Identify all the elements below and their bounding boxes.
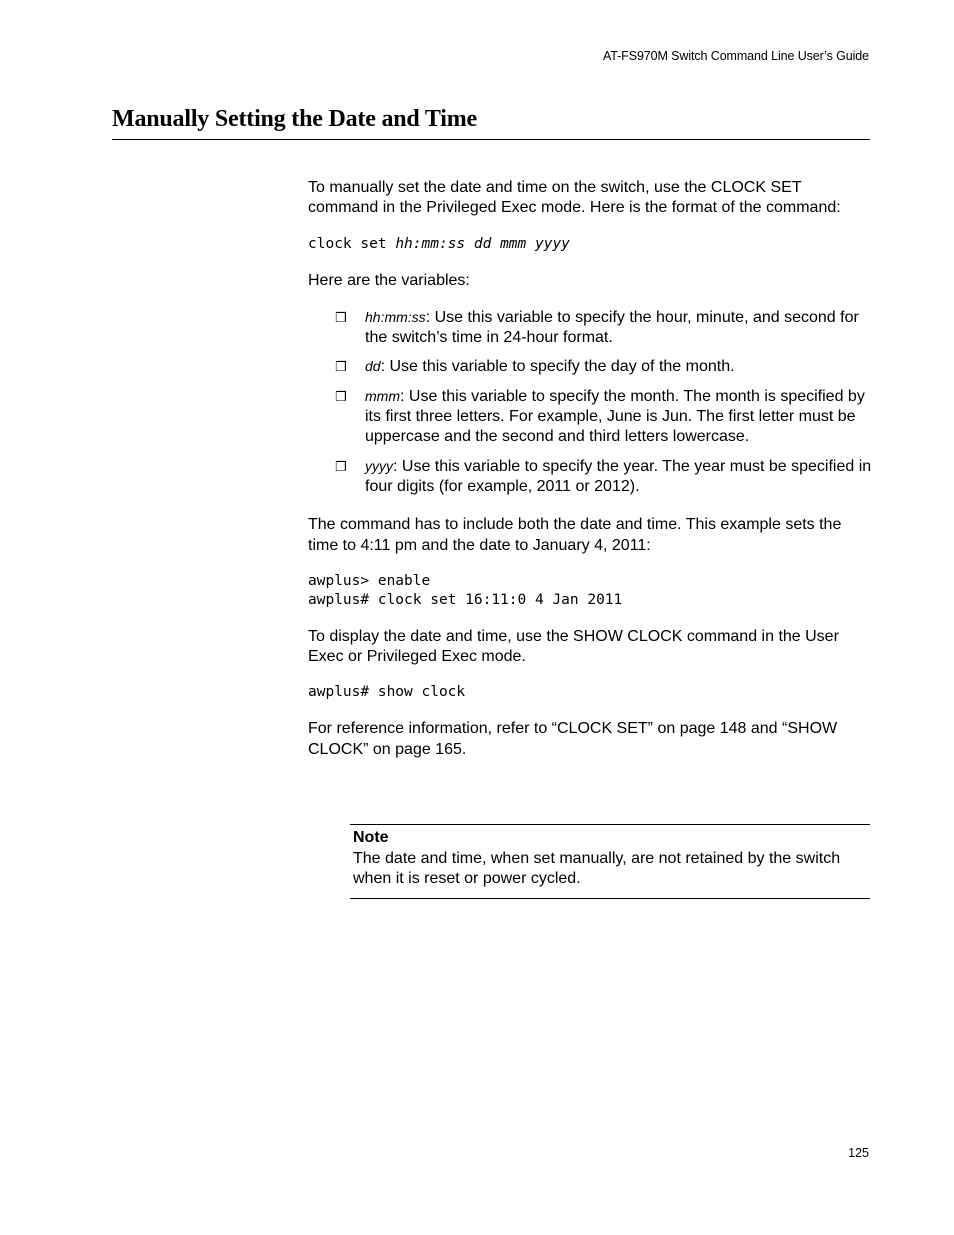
- list-item: [308, 307, 873, 349]
- variable-description: : Use this variable to specify the year. The year must be specified in four digits (for example, 2011 or 2012).: [365, 457, 872, 495]
- section-title: Manually Setting the Date and Time: [112, 106, 478, 132]
- variable-name: hh:mm:ss: [365, 308, 426, 325]
- format-command-keyword: clock set: [308, 235, 396, 252]
- variable-description: : Use this variable to specify the day of the month.: [380, 358, 735, 376]
- variables-list: [308, 307, 873, 497]
- checkbox-bullet-icon: ❒: [335, 310, 347, 326]
- variable-description: : Use this variable to specify the hour, minute, and second for the switch’s time in 24-hour format.: [365, 308, 859, 347]
- reference-paragraph: For reference information, refer to “CLOCK SET” on page 148 and “SHOW CLOCK” on page 165.: [308, 720, 838, 758]
- title-rule: [112, 139, 870, 140]
- list-item: [308, 456, 873, 498]
- body-content: [308, 178, 873, 776]
- code-line: awplus# clock set 16:11:0 4 Jan 2011: [308, 591, 623, 608]
- note-box: [350, 824, 870, 899]
- code-line: awplus> enable: [308, 572, 431, 589]
- format-command: [308, 235, 873, 254]
- checkbox-bullet-icon: ❒: [335, 389, 347, 405]
- checkbox-bullet-icon: ❒: [335, 360, 347, 376]
- variable-description: : Use this variable to specify the month. The month is specified by its first three letters. For example, June is Jun. The first letter must be uppercase and the second and third letters lowercase.: [365, 387, 865, 446]
- running-header: AT-FS970M Switch Command Line User’s Guide: [602, 49, 869, 63]
- variable-name: dd: [365, 358, 381, 375]
- display-intro: To display the date and time, use the SHOW CLOCK command in the User Exec or Privileged Exec mode.: [308, 627, 839, 666]
- note-heading: Note: [353, 829, 389, 846]
- format-command-args: hh:mm:ss dd mmm yyyy: [395, 235, 570, 252]
- intro-paragraph: To manually set the date and time on the switch, use the CLOCK SET command in the Privileged Exec mode. Here is the format of the command:: [308, 179, 841, 217]
- list-item: [308, 386, 873, 448]
- variable-name: mmm: [365, 387, 400, 404]
- variables-intro: Here are the variables:: [308, 271, 470, 289]
- variable-name: yyyy: [365, 457, 393, 474]
- page-number: 125: [848, 1146, 869, 1160]
- example-intro: The command has to include both the date and time. This example sets the time to 4:11 pm and the date to January 4, 2011:: [308, 516, 842, 554]
- checkbox-bullet-icon: ❒: [335, 459, 347, 475]
- show-clock-command: awplus# show clock: [308, 684, 466, 701]
- note-text: The date and time, when set manually, are not retained by the switch when it is reset or power cycled.: [353, 849, 841, 887]
- example-code-block: [308, 572, 873, 610]
- list-item: [308, 356, 873, 377]
